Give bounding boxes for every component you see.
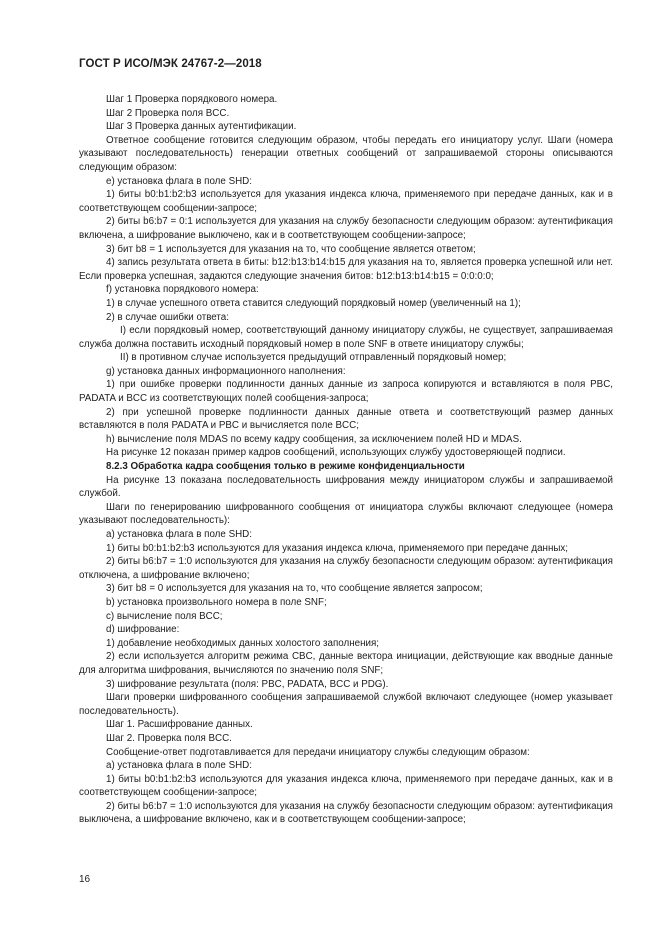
paragraph: Сообщение-ответ подготавливается для передачи инициатору службы следующим образом:: [106, 746, 530, 758]
paragraph: 1) биты b0:b1:b2:b3 используются для указания индекса ключа, применяемого при передаче данных, как и в соответствующем сообщении-запросе;: [79, 773, 613, 799]
paragraph: 1) добавление необходимых данных холостого заполнения;: [106, 637, 379, 649]
paragraph: Шаги проверки шифрованного сообщения запрашиваемой службой включают следующее (номер указывает последовательность).: [79, 692, 613, 717]
paragraph: Шаг 3 Проверка данных аутентификации.: [106, 121, 297, 133]
paragraph: е) установка флага в поле SHD:: [106, 175, 252, 187]
paragraph: 3) шифрование результата (поля: PBC, PADATA, BCC и PDG).: [106, 678, 389, 690]
page-number: 16: [79, 874, 91, 885]
paragraph: 4) запись результата ответа в биты: b12:b13:b14:b15 для указания на то, является проверка успешной или нет. Если проверка успешная, задаются следующие значения битов: b12:b13:b14:b15 = 0:0:0:0;: [79, 257, 613, 282]
paragraph: 3) бит b8 = 0 используется для указания на то, что сообщение является запросом;: [106, 583, 483, 595]
paragraph: Шаг 2. Проверка поля BCC.: [106, 732, 232, 744]
paragraph: 2) если используется алгоритм режима CBC, данные вектора инициации, действующие как вводные данные для алгоритма шифрования, вычисляются по значению поля SNF;: [79, 651, 613, 676]
paragraph: 2) биты b6:b7 = 1:0 используются для указания на службу безопасности следующим образом: аутентификация отключена, а шифрование включено;: [79, 556, 613, 581]
paragraph: 1) биты b0:b1:b2:b3 используется для указания индекса ключа, применяемого при передаче данных, как и в соответствующем сообщении-запросе;: [79, 189, 613, 214]
paragraph: II) в противном случае используется предыдущий отправленный порядковый номер;: [120, 352, 507, 364]
paragraph: Шаг 2 Проверка поля BCC.: [106, 107, 230, 119]
paragraph: g) установка данных информационного наполнения:: [106, 365, 346, 377]
paragraph: 2) биты b6:b7 = 0:1 используется для указания на службу безопасности следующим образом: аутентификация включена, а шифрование выключено, как и в соответствующем сообщении-запросе;: [79, 216, 613, 241]
paragraph: 2) биты b6:b7 = 1:0 используются для указания на службу безопасности следующим образом: аутентификация выключена, а шифрование включено, как и в соответствующем сообщении-запросе;: [79, 800, 613, 826]
paragraph: h) вычисление поля MDAS по всему кадру сообщения, за исключением полей HD и MDAS.: [106, 433, 522, 445]
paragraph: Шаги по генерированию шифрованного сообщения от инициатора службы включают следующее (номера указывают последовательность):: [79, 501, 613, 527]
document-header: ГОСТ Р ИСО/МЭК 24767-2—2018: [79, 58, 262, 70]
paragraph: а) установка флага в поле SHD:: [106, 529, 252, 540]
paragraph: I) если порядковый номер, соответствующий данному инициатору службы, не существует, запрашиваемая служба должна поставить исходный порядковый номер в поле SNF в ответе инициатору службы;: [79, 325, 613, 350]
paragraph: Ответное сообщение готовится следующим образом, чтобы передать его инициатору услуг. Шаги (номера указывают последовательность) генерации ответных сообщений от запрашиваемой стороны описываются следующим образом:: [79, 134, 613, 173]
paragraph: 1) в случае успешного ответа ставится следующий порядковый номер (увеличенный на 1);: [106, 297, 521, 309]
paragraph: 2) в случае ошибки ответа:: [106, 311, 229, 323]
paragraph: Шаг 1. Расшифрование данных.: [106, 719, 253, 731]
paragraph: Шаг 1 Проверка порядкового номера.: [106, 94, 278, 105]
paragraph: d) шифрование:: [106, 624, 180, 636]
paragraph: 2) при успешной проверке подлинности данных данные ответа и соответствующий размер данных вставляются в поля PADATA и PBC и вычисляется поле BCC;: [79, 406, 613, 432]
paragraph: На рисунке 12 показан пример кадров сообщений, использующих службу удостоверяющей подписи.: [106, 447, 566, 459]
body-text: [79, 93, 613, 827]
paragraph: 3) бит b8 = 1 используется для указания на то, что сообщение является ответом;: [106, 243, 476, 255]
paragraph: b) установка произвольного номера в поле SNF;: [106, 596, 327, 608]
paragraph: c) вычисление поля BCC;: [106, 610, 223, 622]
paragraph: На рисунке 13 показана последовательность шифрования между инициатором службы и запрашиваемой службой.: [79, 474, 613, 500]
paragraph: f) установка порядкового номера:: [106, 284, 259, 296]
paragraph: а) установка флага в поле SHD:: [106, 760, 252, 772]
paragraph: 1) при ошибке проверки подлинности данных данные из запроса копируются и вставляются в поля PBC, PADATA и BCC из соответствующих полей сообщения-запроса;: [79, 379, 613, 405]
section-heading: 8.2.3 Обработка кадра сообщения только в режиме конфиденциальности: [106, 461, 465, 473]
paragraph: 1) биты b0:b1:b2:b3 используются для указания индекса ключа, применяемого при передаче данных;: [106, 542, 569, 554]
